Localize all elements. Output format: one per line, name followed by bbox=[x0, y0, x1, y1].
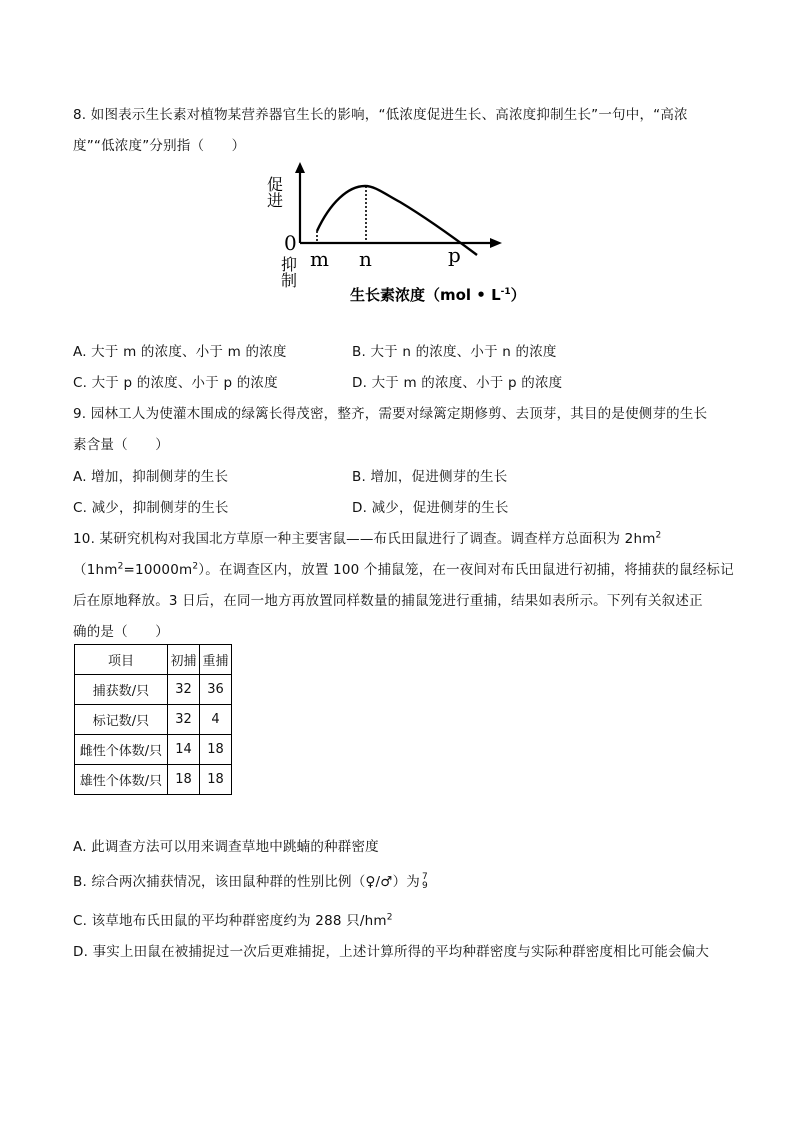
q8-stem-line1: 8. 如图表示生长素对植物某营养器官生长的影响，“低浓度促进生长、高浓度抑制生长”一句中，“高浓 bbox=[73, 107, 688, 123]
q10-stem-line3: 后在原地释放。3 日后，在同一地方再放置同样数量的捕鼠笼进行重捕，结果如表所示。下列有关叙述正 bbox=[73, 593, 703, 609]
q10-stem-line2 bbox=[73, 558, 734, 578]
q10-stem-line1 bbox=[73, 527, 661, 547]
q8-option-d[interactable]: D. 大于 m 的浓度、小于 p 的浓度 bbox=[352, 375, 563, 391]
growth-hormone-chart bbox=[264, 158, 526, 308]
capture-data-table bbox=[74, 644, 232, 795]
q9-stem-line2: 素含量（ ） bbox=[73, 437, 169, 453]
table-header-cell: 项目 bbox=[75, 645, 168, 675]
q10-stem-line2-sup2: 2 bbox=[192, 561, 199, 572]
q10-stem-line4: 确的是（ ） bbox=[73, 624, 169, 640]
point-label-p: p bbox=[448, 243, 461, 267]
table-cell: 18 bbox=[200, 765, 232, 795]
table-header-row bbox=[75, 645, 232, 675]
q10-stem-line2-a: （1hm bbox=[73, 562, 118, 578]
table-cell: 捕获数/只 bbox=[75, 675, 168, 705]
fraction-numerator: 7 bbox=[421, 872, 428, 882]
point-label-m: m bbox=[310, 247, 329, 271]
q9-stem-line1: 9. 园林工人为使灌木围成的绿篱长得茂密，整齐，需要对绿篱定期修剪、去顶芽，其目的是使侧芽的生长 bbox=[73, 406, 708, 422]
origin-label: 0 bbox=[284, 231, 297, 255]
table-row bbox=[75, 765, 232, 795]
q10-option-b-text: B. 综合两次捕获情况，该田鼠种群的性别比例（♀/♂）为 bbox=[73, 874, 420, 890]
y-axis-arrow bbox=[295, 162, 305, 173]
table-cell: 36 bbox=[200, 675, 232, 705]
y-label-promote: 促进 bbox=[264, 176, 284, 208]
x-axis-label-close: ） bbox=[510, 286, 526, 304]
q8-option-a[interactable]: A. 大于 m 的浓度、小于 m 的浓度 bbox=[73, 344, 287, 360]
q10-stem-line1-text: 10. 某研究机构对我国北方草原一种主要害鼠——布氏田鼠进行了调查。调查样方总面积为 2hm bbox=[73, 531, 656, 547]
x-axis-arrow bbox=[490, 238, 502, 248]
table-cell: 雌性个体数/只 bbox=[75, 735, 168, 765]
q10-option-c-text: C. 该草地布氏田鼠的平均种群密度约为 288 只/hm bbox=[73, 913, 387, 929]
y-label-inhibit: 抑制 bbox=[278, 256, 298, 288]
q10-stem-line2-sup1: 2 bbox=[117, 561, 124, 572]
q10-stem-line2-b: =10000m bbox=[123, 562, 193, 578]
table-header-cell: 初捕 bbox=[168, 645, 200, 675]
table-cell: 32 bbox=[168, 705, 200, 735]
table-cell: 标记数/只 bbox=[75, 705, 168, 735]
table-row bbox=[75, 705, 232, 735]
table-cell: 雄性个体数/只 bbox=[75, 765, 168, 795]
x-axis-label bbox=[350, 286, 526, 304]
q8-option-b[interactable]: B. 大于 n 的浓度、小于 n 的浓度 bbox=[352, 344, 557, 360]
q10-option-c-sup: 2 bbox=[386, 912, 393, 923]
x-axis-label-sup: -1 bbox=[500, 287, 511, 297]
q9-option-c[interactable]: C. 减少，抑制侧芽的生长 bbox=[73, 500, 229, 516]
q10-option-d[interactable]: D. 事实上田鼠在被捕捉过一次后更难捕捉，上述计算所得的平均种群密度与实际种群密度相比可能会偏大 bbox=[73, 944, 710, 960]
point-label-n: n bbox=[359, 247, 372, 271]
table-row bbox=[75, 735, 232, 765]
q8-stem-line2: 度”“低浓度”分别指（ ） bbox=[73, 138, 246, 154]
q9-option-b[interactable]: B. 增加，促进侧芽的生长 bbox=[352, 469, 508, 485]
q10-option-b[interactable] bbox=[73, 870, 428, 891]
x-axis-label-main: 生长素浓度（mol • L bbox=[350, 286, 501, 304]
table-row bbox=[75, 675, 232, 705]
q8-option-c[interactable]: C. 大于 p 的浓度、小于 p 的浓度 bbox=[73, 375, 278, 391]
q10-stem-line2-c: ）。在调查区内，放置 100 个捕鼠笼，在一夜间对布氏田鼠进行初捕，将捕获的鼠经标记 bbox=[198, 562, 734, 578]
fraction-denominator: 9 bbox=[421, 881, 428, 891]
q9-option-a[interactable]: A. 增加，抑制侧芽的生长 bbox=[73, 469, 229, 485]
table-header-cell: 重捕 bbox=[200, 645, 232, 675]
fraction bbox=[422, 873, 428, 891]
table-cell: 14 bbox=[168, 735, 200, 765]
table-cell: 18 bbox=[168, 765, 200, 795]
q10-stem-line1-sup: 2 bbox=[655, 530, 662, 541]
q9-option-d[interactable]: D. 减少，促进侧芽的生长 bbox=[352, 500, 509, 516]
table-cell: 4 bbox=[200, 705, 232, 735]
q10-option-c[interactable] bbox=[73, 909, 393, 929]
table-cell: 18 bbox=[200, 735, 232, 765]
table-cell: 32 bbox=[168, 675, 200, 705]
q10-option-a[interactable]: A. 此调查方法可以用来调查草地中跳蝻的种群密度 bbox=[73, 839, 379, 855]
